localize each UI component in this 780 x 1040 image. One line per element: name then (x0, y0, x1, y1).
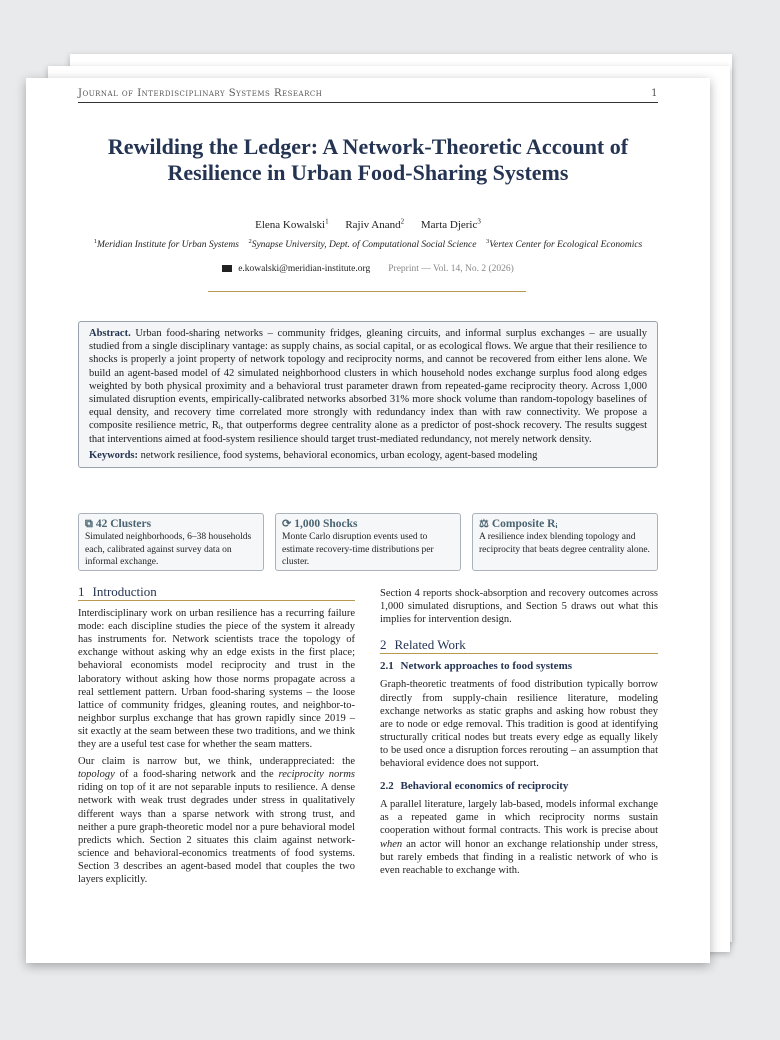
stat-card-text: A resilience index blending topology and reciprocity that beats degree centrality alone. (479, 532, 650, 555)
section-number: 2 (380, 637, 387, 653)
subsection-number: 2.1 (380, 660, 394, 673)
author-list (78, 217, 658, 231)
left-column (78, 585, 355, 890)
running-header (78, 88, 658, 103)
paper-page (26, 78, 710, 963)
author-name: Elena Kowalski (255, 218, 326, 231)
text-run: Our claim is narrow but, we think, underappreciated: the (78, 756, 355, 768)
contact-line (78, 264, 658, 274)
author-sup: 2 (400, 217, 405, 225)
stat-card-composite (472, 513, 658, 571)
text-run: riding on top of it are not separable inputs to resilience. A dense network with weak trust degrades under stress in qualitatively different ways than a sparse network with strong trust, and neither a pure graph-theoretic model nor a pure behavioral model predicts which. Section 2 situates this claim against network-science and behavioral-economics treatments of food systems. Section 3 describes an agent-based model that couples the two layers explicitly. (78, 782, 355, 885)
author (345, 219, 404, 231)
stat-title: Composite Rᵢ (491, 518, 558, 530)
paper-title: Rewilding the Ledger: A Network-Theoretic Account of Resilience in Urban Food-Sharing Systems (107, 134, 629, 185)
abstract-body (89, 327, 647, 446)
section-heading-introduction (78, 585, 355, 601)
emphasis: when (380, 838, 403, 850)
affiliations (86, 236, 650, 251)
subsection-heading-behavioral (380, 780, 658, 793)
subsection-title: Behavioral economics of reciprocity (400, 780, 569, 793)
text-run: A parallel literature, largely lab-based, models informal exchange as a repeated game in which reciprocity norms sustain cooperation without formal contracts. This work is precise about (380, 799, 658, 837)
page-number: 1 (651, 88, 658, 99)
section-title: Related Work (394, 637, 466, 653)
affil-sup: 3 (485, 238, 490, 245)
stat-title: 1,000 Shocks (294, 518, 358, 530)
author-name: Marta Djeric (420, 218, 478, 231)
affiliation: Synapse University, Dept. of Computational Social Science (251, 240, 477, 251)
author-sup: 1 (325, 217, 329, 225)
emphasis: topology (78, 769, 115, 781)
section-heading-related-work (380, 638, 658, 654)
paragraph: Section 4 reports shock-absorption and recovery outcomes across 1,000 simulated disruptions, and Section 5 draws out what this implies for intervention design. (380, 588, 658, 626)
sitemap-icon: ⧉ (85, 518, 93, 530)
affiliation: Meridian Institute for Urban Systems (96, 240, 239, 251)
stat-card-title (85, 517, 257, 531)
stat-title: 42 Clusters (95, 518, 152, 530)
stat-card-title (479, 517, 651, 531)
keywords-text: network resilience, food systems, behavioral economics, urban ecology, agent-based modeling (140, 449, 538, 461)
email-link[interactable]: e.kowalski@meridian-institute.org (238, 264, 371, 274)
stat-card-shocks (275, 513, 461, 571)
paragraph: Interdisciplinary work on urban resilience has a recurring failure mode: each discipline studies the piece of the system it already has instruments for. Network scientists trace the topology of exchange without asking why an edge exists in the first place; behavioral economists model reciprocity and trust in the laboratory without asking how those norms propagate across a real settlement pattern. Urban food-sharing systems – the loose lattice of community fridges, gleaning routes, and neighbor-to-neighbor surplus exchange that has grown rapidly since 2019 – sit exactly at the seam between these two traditions, and we think they are a useful test case for whether the seam matters. (78, 608, 355, 751)
affiliation: Vertex Center for Ecological Economics (489, 240, 643, 251)
subsection-number: 2.2 (380, 780, 394, 793)
preprint-info: Preprint — Vol. 14, No. 2 (2026) (388, 264, 514, 274)
stat-card-title (282, 517, 454, 531)
emphasis: reciprocity norms (278, 769, 355, 781)
author-sup: 3 (477, 217, 481, 225)
affil-sup: 2 (248, 238, 252, 245)
author-name: Rajiv Anand (345, 218, 401, 231)
scale-icon: ⚖ (479, 518, 489, 530)
abstract-text: Urban food-sharing networks – community fridges, gleaning circuits, and informal surplus exchanges – are usually studied from a single disciplinary vantage: as supply chains, as social capital, or as ecological flows. We argue that their resilience to shocks is properly a joint property of network topology and reciprocity norms, and cannot be recovered from either lens alone. We build an agent-based model of 42 simulated neighborhood clusters in which household nodes exchange surplus food along edges weighted by both physical proximity and a behavioral trust parameter drawn from repeated-game reciprocity theory. Across 1,000 simulated disruption events, empirically-calibrated networks absorbed 31% more shock volume than random-topology baselines of equal density, and recovery time correlated more strongly with redundancy index than with raw connectivity. We propose a composite resilience metric, Rᵢ, that outperforms degree centrality alone as a predictor of post-shock recovery. The results suggest that interventions aimed at food-system resilience should target trust-mediated redundancy, not merely network density. (89, 328, 647, 445)
section-title: Introduction (92, 584, 157, 599)
refresh-icon: ⟳ (282, 518, 292, 530)
keywords-label: Keywords: (89, 449, 138, 461)
journal-name: Journal of Interdisciplinary Systems Research (78, 88, 323, 99)
keywords (89, 449, 647, 462)
right-column (380, 587, 658, 881)
affil-sup: 1 (93, 238, 97, 245)
subsection-heading-network (380, 660, 658, 673)
title-divider (208, 291, 526, 292)
paragraph: Graph-theoretic treatments of food distribution typically borrow directly from supply-chain resilience literature, modeling exchange networks as static graphs and asking how robust they are to node or edge removal. This tradition is good at identifying structurally critical nodes but treats every edge as equally likely to be used once a disruption forces rerouting – an assumption that behavioral evidence does not support. (380, 679, 658, 770)
text-run: of a food-sharing network and the (114, 769, 279, 781)
author (255, 219, 328, 231)
section-number: 1 (78, 584, 85, 599)
stat-card-text: Simulated neighborhoods, 6–38 households each, calibrated against survey data on informal exchange. (85, 532, 252, 568)
abstract-box (78, 321, 658, 468)
text-run: an actor will honor an exchange relationship under stress, but rarely embeds that finding in a realistic network of who is even reachable to exchange with. (380, 838, 658, 876)
subsection-title: Network approaches to food systems (400, 660, 573, 673)
abstract-label: Abstract. (89, 328, 131, 339)
stat-card-clusters (78, 513, 264, 571)
author (421, 219, 481, 231)
envelope-icon (222, 265, 232, 272)
stat-card-text: Monte Carlo disruption events used to estimate recovery-time distributions per cluster. (282, 532, 434, 568)
paragraph (78, 755, 355, 886)
paragraph (380, 798, 658, 877)
